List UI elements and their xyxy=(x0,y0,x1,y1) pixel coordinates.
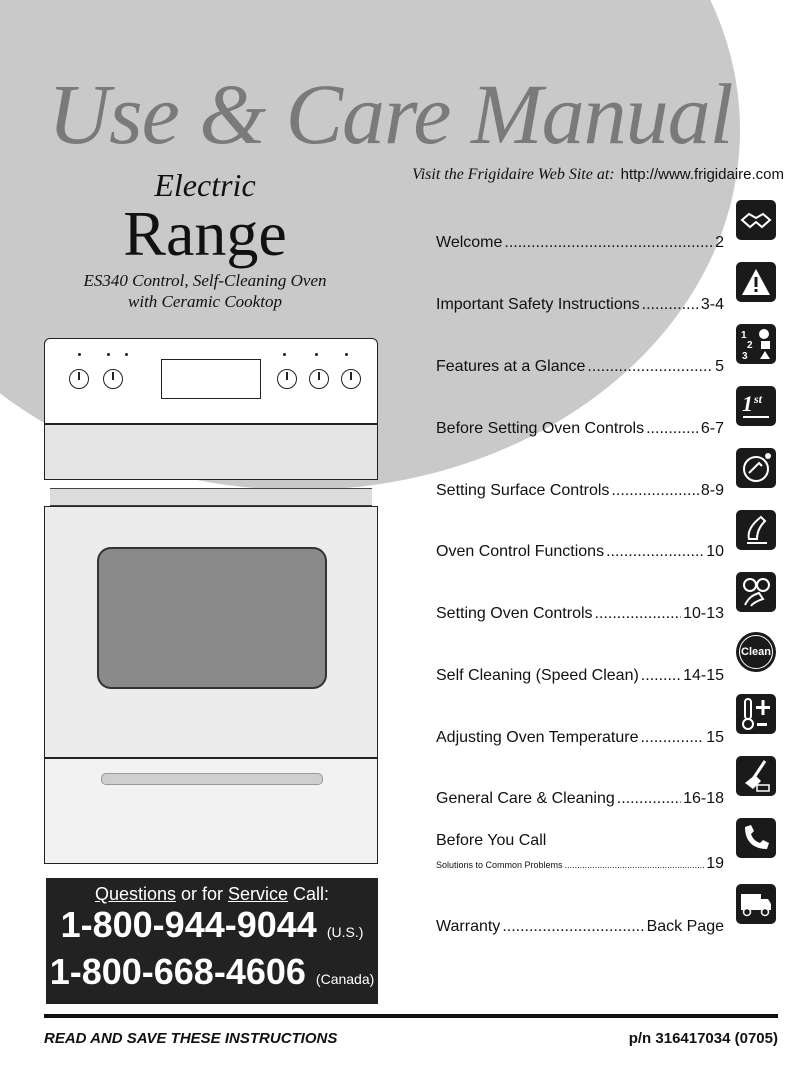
hand-dials-icon xyxy=(736,572,776,612)
knob-icon xyxy=(341,369,361,389)
knob-icon xyxy=(103,369,123,389)
svg-text:1: 1 xyxy=(741,330,747,341)
oven-display xyxy=(161,359,261,399)
indicator-dot xyxy=(345,353,348,356)
thermometer-plus-minus-icon xyxy=(736,694,776,734)
finger-touch-icon xyxy=(736,510,776,550)
drawer-handle xyxy=(101,773,323,785)
contact-box xyxy=(46,878,378,1004)
product-description-1: ES340 Control, Self-Cleaning Oven xyxy=(83,271,327,290)
toc-item-safety[interactable]: Important Safety Instructions ..... 3-4 xyxy=(436,296,724,314)
toc-item-oven-controls[interactable]: Setting Oven Controls ..... 10-13 xyxy=(436,605,724,623)
website-url[interactable]: http://www.frigidaire.com xyxy=(620,166,784,183)
clean-icon-text: Clean xyxy=(739,635,773,669)
oven-window xyxy=(97,547,327,689)
canada-phone[interactable]: 1-800-668-4606 (Canada) xyxy=(49,951,375,992)
toc-item-warranty[interactable]: Warranty ..... Back Page xyxy=(436,918,724,936)
product-heading xyxy=(40,168,370,312)
website-line xyxy=(412,166,784,184)
svg-text:st: st xyxy=(754,392,763,406)
service-text: Service xyxy=(228,884,289,904)
handshake-icon xyxy=(736,200,776,240)
dial-hand-icon xyxy=(736,448,776,488)
toc-item-surface-controls[interactable]: Setting Surface Controls ..... 8-9 xyxy=(436,482,724,500)
toc-item-welcome[interactable]: Welcome ..... 2 xyxy=(436,234,724,252)
knob-icon xyxy=(69,369,89,389)
phone-icon xyxy=(736,818,776,858)
clean-icon xyxy=(736,632,776,672)
warning-icon xyxy=(736,262,776,302)
indicator-dot xyxy=(107,353,110,356)
product-type: Electric xyxy=(154,167,256,203)
part-number: p/n 316417034 (0705) xyxy=(628,1030,778,1047)
cooktop xyxy=(44,424,378,480)
truck-icon xyxy=(736,884,776,924)
toc-item-self-cleaning[interactable]: Self Cleaning (Speed Clean) ..... 14-15 xyxy=(436,667,724,685)
indicator-dot xyxy=(315,353,318,356)
product-description-2: with Ceramic Cooktop xyxy=(128,292,282,311)
toc-item-oven-temperature[interactable]: Adjusting Oven Temperature ..... 15 xyxy=(436,729,724,747)
website-label: Visit the Frigidaire Web Site at: xyxy=(412,166,615,183)
indicator-dot xyxy=(125,353,128,356)
toc-item-before-oven[interactable]: Before Setting Oven Controls ..... 6-7 xyxy=(436,420,724,438)
first-icon xyxy=(736,386,776,426)
svg-text:2: 2 xyxy=(747,340,753,351)
toc-item-before-you-call[interactable]: Before You Call xyxy=(436,832,547,849)
us-phone[interactable]: 1-800-944-9044 (U.S.) xyxy=(60,904,364,945)
control-panel xyxy=(44,338,378,424)
range-illustration xyxy=(44,338,378,864)
footer-instructions: READ AND SAVE THESE INSTRUCTIONS xyxy=(44,1030,338,1047)
knob-icon xyxy=(309,369,329,389)
or-for-text: or for xyxy=(175,884,228,904)
product-name: Range xyxy=(123,198,287,269)
toc-item-general-care[interactable]: General Care & Cleaning ..... 16-18 xyxy=(436,790,724,808)
svg-text:3: 3 xyxy=(742,351,748,361)
questions-text: Questions xyxy=(94,884,176,904)
svg-text:1: 1 xyxy=(742,391,753,416)
manual-title: Use & Care Manual xyxy=(48,66,733,162)
toc-item-features[interactable]: Features at a Glance ..... 5 xyxy=(436,358,724,376)
call-text: Call: xyxy=(288,884,330,904)
indicator-dot xyxy=(78,353,81,356)
storage-drawer xyxy=(44,758,378,864)
knob-icon xyxy=(277,369,297,389)
contact-heading xyxy=(46,884,378,905)
footer-rule xyxy=(44,1014,778,1018)
oven-door xyxy=(44,506,378,758)
vent-strip xyxy=(50,488,372,506)
indicator-dot xyxy=(283,353,286,356)
shapes-numbered-icon xyxy=(736,324,776,364)
toc-item-oven-functions[interactable]: Oven Control Functions ..... 10 xyxy=(436,543,724,561)
toc-item-solutions[interactable]: Solutions to Common Problems ..... 19 xyxy=(436,855,724,873)
cleaning-hand-icon xyxy=(736,756,776,796)
